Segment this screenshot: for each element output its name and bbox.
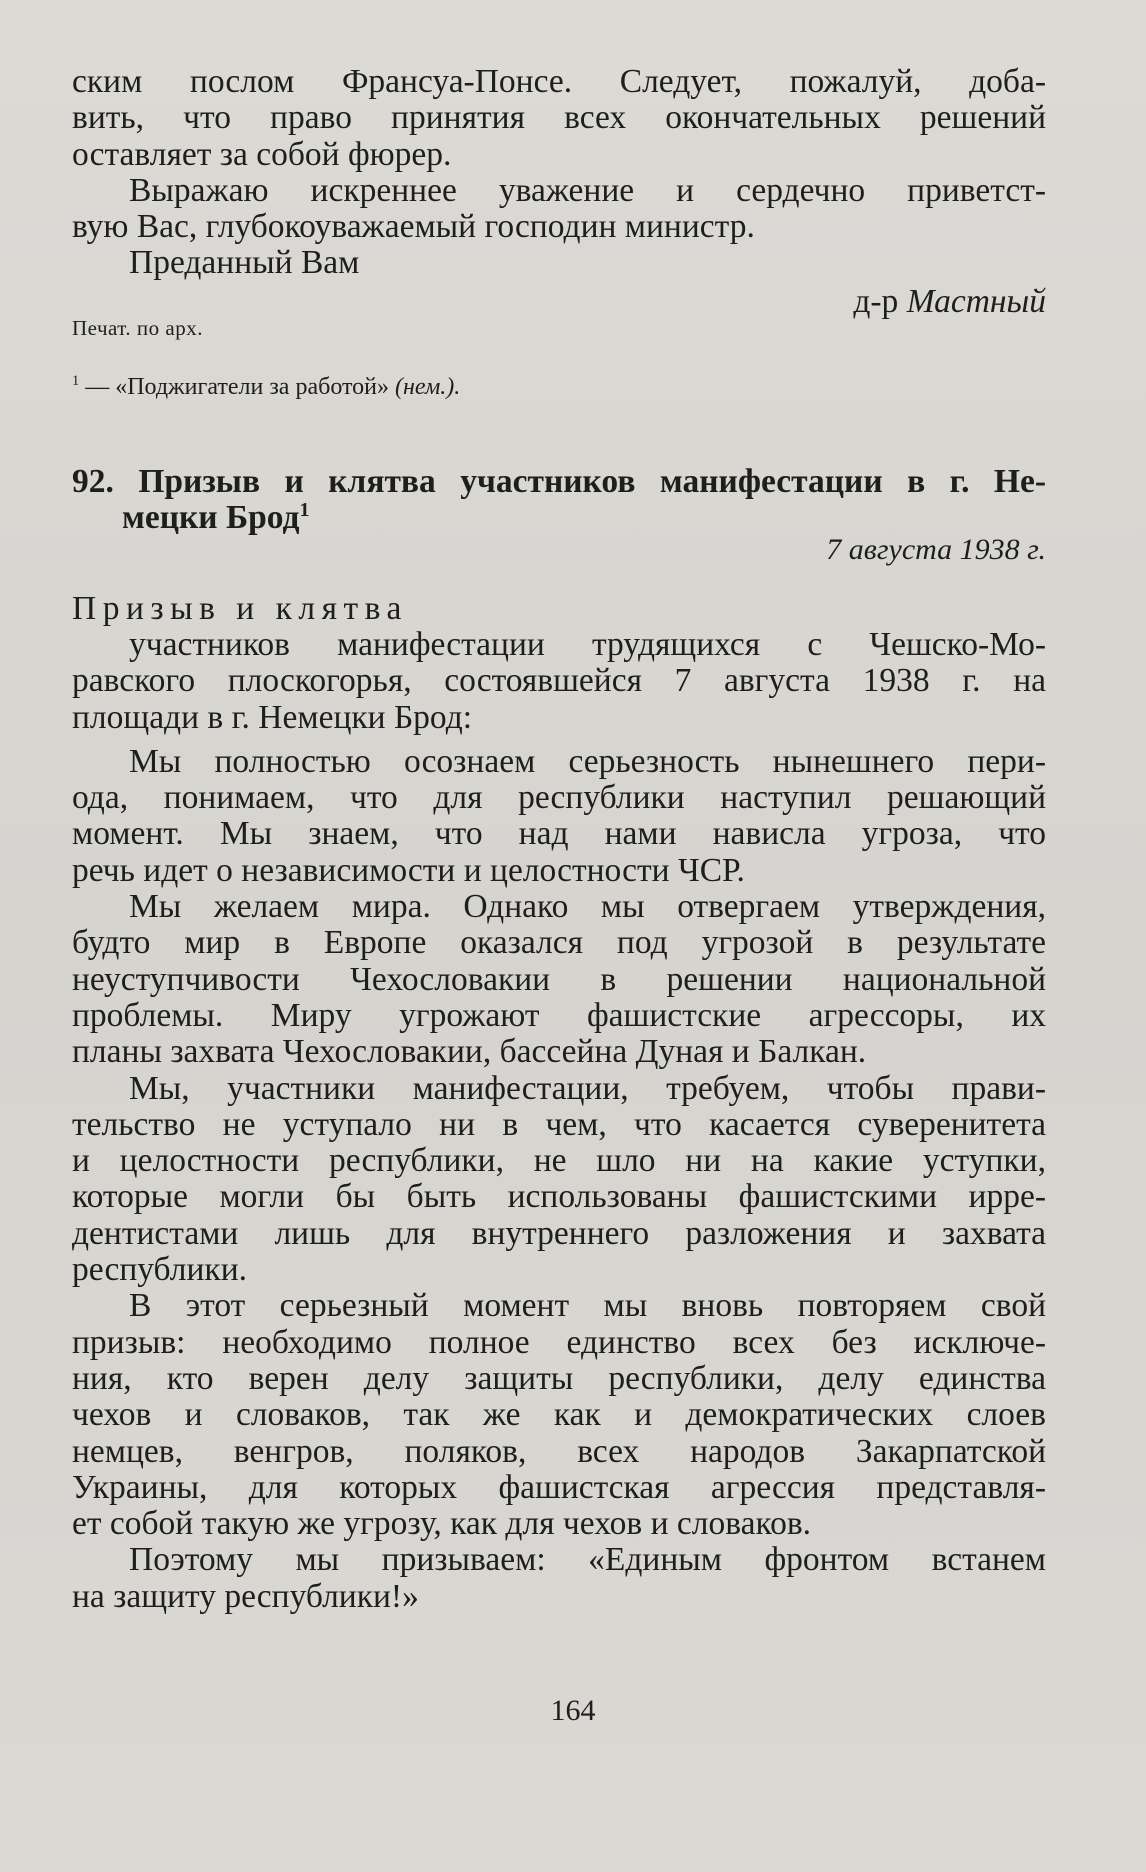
text-line: вую Вас, глубокоуважаемый господин министр. <box>72 208 755 246</box>
text-line: Мы полностью осознаем серьезность нынешнего пери- <box>129 742 1046 780</box>
text-line: республики. <box>72 1251 247 1289</box>
text-line: и целостности республики, не шло ни на какие уступки, <box>72 1142 1046 1180</box>
body-paragraph <box>72 744 1046 889</box>
source-note: Печат. по арх. <box>72 316 203 341</box>
text-line: оставляет за собой фюрер. <box>72 135 452 173</box>
text-line: равского плоскогорья, состоявшейся 7 августа 1938 г. на <box>72 662 1046 700</box>
text-line: вить, что право принятия всех окончательных решений <box>72 99 1046 137</box>
signature-name: Мастный <box>906 282 1046 320</box>
intro-paragraph <box>72 627 1046 736</box>
text-line: ода, понимаем, что для республики наступил решающий <box>72 779 1046 817</box>
text-line: В этот серьезный момент мы вновь повторяем свой <box>129 1287 1046 1325</box>
text-line: чехов и словаков, так же как и демократических слоев <box>72 1396 1046 1434</box>
body-paragraph <box>72 1071 1046 1289</box>
previous-letter-paragraph <box>72 64 1046 173</box>
text-line: призыв: необходимо полное единство всех без исключе- <box>72 1323 1046 1361</box>
text-line: ским послом Франсуа-Понсе. Следует, пожалуй, доба- <box>72 63 1046 100</box>
text-line: тельство не уступало ни в чем, что касается суверенитета <box>72 1105 1046 1143</box>
text-line: Мы желаем мира. Однако мы отвергаем утверждения, <box>129 888 1046 926</box>
footnote-lang: (нем.). <box>395 374 461 401</box>
body-paragraph <box>72 1288 1046 1542</box>
valediction: Преданный Вам <box>129 244 360 282</box>
body-paragraph <box>72 889 1046 1070</box>
text-line: Украины, для которых фашистская агрессия представля- <box>72 1468 1046 1506</box>
footnote <box>72 372 1046 402</box>
text-line: площади в г. Немецки Брод: <box>72 698 473 736</box>
text-line: Поэтому мы призываем: «Единым фронтом встанем <box>129 1541 1046 1579</box>
text-line: планы захвата Чехословакии, бассейна Дуная и Балкан. <box>72 1033 867 1071</box>
body-paragraph <box>72 1542 1046 1615</box>
page-number: 164 <box>550 1694 596 1727</box>
text-line: проблемы. Миру угрожают фашистские агрессоры, их <box>72 996 1046 1034</box>
text-line: участников манифестации трудящихся с Чешско-Мо- <box>129 625 1046 663</box>
text-line: ет собой такую же угрозу, как для чехов и словаков. <box>72 1505 812 1543</box>
heading-line-1 <box>72 464 1046 500</box>
text-line: Мы, участники манифестации, требуем, чтобы прави- <box>129 1069 1046 1107</box>
text-line: дентистами лишь для внутреннего разложения и захвата <box>72 1214 1046 1252</box>
document-number: 92. <box>72 463 114 501</box>
text-line: ния, кто верен делу защиты республики, делу единства <box>72 1359 1046 1397</box>
text-line: немцев, венгров, поляков, всех народов Закарпатской <box>72 1432 1046 1470</box>
text-line: речь идет о независимости и целостности ЧСР. <box>72 851 745 889</box>
text-line: будто мир в Европе оказался под угрозой в результате <box>72 924 1046 962</box>
text-line: на защиту республики!» <box>72 1577 419 1615</box>
document-title-line-2: мецки Брод <box>122 499 300 537</box>
text-line: неуступчивости Чехословакии в решении национальной <box>72 960 1046 998</box>
document-title-line-1: Призыв и клятва участников манифестации в г. Не- <box>138 463 1047 501</box>
text-line: которые могли бы быть использованы фашистскими ирре- <box>72 1178 1046 1216</box>
closing-paragraph <box>72 173 1046 246</box>
title-footnote-mark: 1 <box>299 499 310 522</box>
document-date: 7 августа 1938 г. <box>826 532 1046 566</box>
text-line: Выражаю искреннее уважение и сердечно приветст- <box>129 171 1046 209</box>
text-column <box>72 64 1046 1615</box>
footnote-text: — «Поджигатели за работой» <box>85 374 390 401</box>
heading-line-2 <box>72 500 1046 536</box>
document-caption: Призыв и клятва <box>72 589 408 627</box>
body <box>72 744 1046 1615</box>
text-line: момент. Мы знаем, что над нами нависла угроза, что <box>72 815 1046 853</box>
footnote-mark: 1 <box>72 373 80 390</box>
document-heading <box>72 464 1046 537</box>
signature-prefix: д-р <box>853 282 899 320</box>
